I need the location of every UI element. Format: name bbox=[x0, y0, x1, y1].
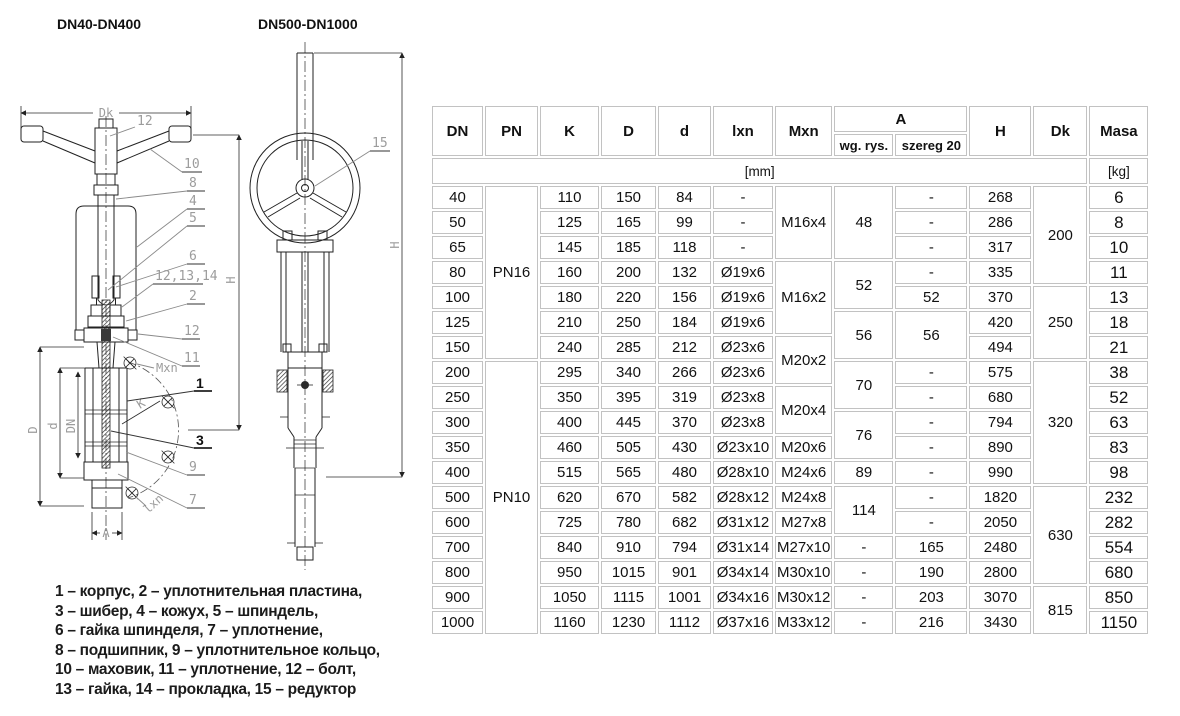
table-cell: 250 bbox=[1033, 286, 1087, 359]
col-header-k: K bbox=[540, 106, 599, 156]
table-cell: 600 bbox=[432, 511, 483, 534]
valve-technical-drawing bbox=[0, 0, 430, 575]
table-cell: 132 bbox=[658, 261, 711, 284]
legend-line: 3 – шибер, 4 – кожух, 5 – шпиндель, bbox=[55, 602, 318, 620]
table-cell: 800 bbox=[432, 561, 483, 584]
diameter-dimensions bbox=[26, 347, 85, 506]
table-cell: 340 bbox=[601, 361, 656, 384]
table-cell: 680 bbox=[1089, 561, 1148, 584]
table-cell: 156 bbox=[658, 286, 711, 309]
table-cell: 295 bbox=[540, 361, 599, 384]
table-cell: 480 bbox=[658, 461, 711, 484]
table-cell: 180 bbox=[540, 286, 599, 309]
table-cell: M30x10 bbox=[775, 561, 832, 584]
callout-15: 15 bbox=[372, 136, 388, 151]
table-cell: 990 bbox=[969, 461, 1031, 484]
table-cell: 200 bbox=[601, 261, 656, 284]
table-cell: 266 bbox=[658, 361, 711, 384]
table-cell: M27x8 bbox=[775, 511, 832, 534]
table-cell: 56 bbox=[895, 311, 967, 359]
drawing-title-dn500-dn1000: DN500-DN1000 bbox=[258, 16, 358, 32]
table-cell: 1230 bbox=[601, 611, 656, 634]
table-cell: 125 bbox=[540, 211, 599, 234]
table-cell: Ø19x6 bbox=[713, 311, 773, 334]
table-cell: 620 bbox=[540, 486, 599, 509]
table-row bbox=[432, 486, 1148, 509]
table-cell: 350 bbox=[432, 436, 483, 459]
col-header-d-minor: d bbox=[658, 106, 711, 156]
table-cell: 80 bbox=[432, 261, 483, 284]
callout-5: 5 bbox=[189, 211, 197, 226]
units-mm: [mm] bbox=[432, 158, 1087, 184]
callout-8: 8 bbox=[189, 176, 197, 191]
table-cell: 165 bbox=[601, 211, 656, 234]
table-cell: 8 bbox=[1089, 211, 1148, 234]
table-cell: M20x4 bbox=[775, 386, 832, 434]
table-cell: 1820 bbox=[969, 486, 1031, 509]
table-cell: M33x12 bbox=[775, 611, 832, 634]
table-cell: 1150 bbox=[1089, 611, 1148, 634]
table-cell: 840 bbox=[540, 536, 599, 559]
table-cell: Ø28x12 bbox=[713, 486, 773, 509]
table-cell: 500 bbox=[432, 486, 483, 509]
table-cell: - bbox=[834, 611, 893, 634]
table-cell: - bbox=[895, 211, 967, 234]
table-cell: 150 bbox=[432, 336, 483, 359]
col-header-mxn: Mxn bbox=[775, 106, 832, 156]
table-cell: Ø19x6 bbox=[713, 286, 773, 309]
table-cell: 200 bbox=[432, 361, 483, 384]
callout-12-bolt: 12 bbox=[184, 324, 200, 339]
table-cell: 300 bbox=[432, 411, 483, 434]
table-cell: 6 bbox=[1089, 186, 1148, 209]
table-cell: 56 bbox=[834, 311, 893, 359]
table-cell: 554 bbox=[1089, 536, 1148, 559]
table-cell: - bbox=[713, 211, 773, 234]
table-cell: 21 bbox=[1089, 336, 1148, 359]
col-header-lxn: lxn bbox=[713, 106, 773, 156]
table-cell: 815 bbox=[1033, 586, 1087, 634]
a-dimension bbox=[92, 512, 122, 540]
table-cell: 110 bbox=[540, 186, 599, 209]
table-cell: 3430 bbox=[969, 611, 1031, 634]
table-cell: 52 bbox=[834, 261, 893, 309]
dn-dim-label: DN bbox=[64, 418, 78, 434]
table-cell: 670 bbox=[601, 486, 656, 509]
table-cell: 76 bbox=[834, 411, 893, 459]
table-cell: 2480 bbox=[969, 536, 1031, 559]
table-cell: 150 bbox=[601, 186, 656, 209]
units-kg: [kg] bbox=[1089, 158, 1148, 184]
table-cell: - bbox=[834, 561, 893, 584]
table-cell: 1000 bbox=[432, 611, 483, 634]
table-cell: - bbox=[895, 386, 967, 409]
table-cell: Ø23x8 bbox=[713, 411, 773, 434]
table-cell: - bbox=[895, 186, 967, 209]
table-row bbox=[432, 586, 1148, 609]
table-cell: 1112 bbox=[658, 611, 711, 634]
drawing-title-dn40-dn400: DN40-DN400 bbox=[57, 16, 142, 32]
table-cell: 210 bbox=[540, 311, 599, 334]
table-cell: 50 bbox=[432, 211, 483, 234]
table-cell: Ø19x6 bbox=[713, 261, 773, 284]
table-cell: Ø34x14 bbox=[713, 561, 773, 584]
table-cell: 286 bbox=[969, 211, 1031, 234]
table-cell: 494 bbox=[969, 336, 1031, 359]
legend-line: 1 – корпус, 2 – уплотнительная пластина, bbox=[55, 583, 362, 600]
table-cell: - bbox=[834, 536, 893, 559]
bolt-symbol bbox=[124, 357, 137, 370]
table-cell: 400 bbox=[540, 411, 599, 434]
table-cell: - bbox=[895, 486, 967, 509]
col-header-dk: Dk bbox=[1033, 106, 1087, 156]
table-cell: 780 bbox=[601, 511, 656, 534]
table-cell: 268 bbox=[969, 186, 1031, 209]
table-cell: 89 bbox=[834, 461, 893, 484]
table-cell: 582 bbox=[658, 486, 711, 509]
table-cell: M16x4 bbox=[775, 186, 832, 259]
table-cell: 2050 bbox=[969, 511, 1031, 534]
table-cell: Ø31x14 bbox=[713, 536, 773, 559]
table-cell: 445 bbox=[601, 411, 656, 434]
table-cell: 212 bbox=[658, 336, 711, 359]
table-cell: 100 bbox=[432, 286, 483, 309]
spec-table-body bbox=[432, 186, 1148, 634]
col-subheader-wg-rys: wg. rys. bbox=[834, 134, 893, 156]
table-cell: 240 bbox=[540, 336, 599, 359]
table-cell: 98 bbox=[1089, 461, 1148, 484]
valve-front-view-drawing bbox=[250, 42, 402, 570]
table-cell: 901 bbox=[658, 561, 711, 584]
table-cell: Ø28x10 bbox=[713, 461, 773, 484]
handwheel-side-view bbox=[21, 119, 191, 174]
table-cell: 203 bbox=[895, 586, 967, 609]
table-cell: - bbox=[895, 436, 967, 459]
legend-line: 8 – подшипник, 9 – уплотнительное кольцо, bbox=[55, 641, 380, 659]
table-cell: 52 bbox=[895, 286, 967, 309]
col-header-a: A bbox=[834, 106, 967, 132]
col-header-d-major: D bbox=[601, 106, 656, 156]
table-cell: 370 bbox=[658, 411, 711, 434]
table-cell: 700 bbox=[432, 536, 483, 559]
callout-1: 1 bbox=[196, 375, 204, 391]
d-minor-dim-label: d bbox=[46, 422, 60, 430]
table-cell: 565 bbox=[601, 461, 656, 484]
table-cell: 430 bbox=[658, 436, 711, 459]
table-cell: PN10 bbox=[485, 361, 538, 634]
table-cell: 114 bbox=[834, 486, 893, 534]
dimension-table bbox=[430, 104, 1150, 636]
table-cell: 370 bbox=[969, 286, 1031, 309]
table-cell: 70 bbox=[834, 361, 893, 409]
table-cell: 52 bbox=[1089, 386, 1148, 409]
bolt-circle bbox=[122, 357, 179, 517]
table-cell: Ø37x16 bbox=[713, 611, 773, 634]
table-cell: M20x2 bbox=[775, 336, 832, 384]
table-cell: - bbox=[895, 261, 967, 284]
table-cell: Ø23x6 bbox=[713, 361, 773, 384]
table-cell: 725 bbox=[540, 511, 599, 534]
table-cell: 220 bbox=[601, 286, 656, 309]
table-cell: 145 bbox=[540, 236, 599, 259]
table-cell: 48 bbox=[834, 186, 893, 259]
table-cell: 910 bbox=[601, 536, 656, 559]
table-cell: 10 bbox=[1089, 236, 1148, 259]
dk-dim-label: Dk bbox=[98, 106, 114, 120]
table-cell: 84 bbox=[658, 186, 711, 209]
table-cell: 18 bbox=[1089, 311, 1148, 334]
table-cell: Ø34x16 bbox=[713, 586, 773, 609]
table-row bbox=[432, 186, 1148, 209]
gate-knife bbox=[102, 300, 110, 468]
callout-11: 11 bbox=[184, 351, 200, 366]
table-cell: 2800 bbox=[969, 561, 1031, 584]
col-subheader-szereg-20: szereg 20 bbox=[895, 134, 967, 156]
table-cell: 680 bbox=[969, 386, 1031, 409]
callout-3: 3 bbox=[196, 432, 204, 448]
table-cell: 11 bbox=[1089, 261, 1148, 284]
table-cell: - bbox=[895, 411, 967, 434]
table-cell: 83 bbox=[1089, 436, 1148, 459]
callout-4: 4 bbox=[189, 194, 197, 209]
table-cell: 38 bbox=[1089, 361, 1148, 384]
table-cell: 118 bbox=[658, 236, 711, 259]
callout-12-13-14: 12,13,14 bbox=[155, 269, 218, 284]
table-cell: 63 bbox=[1089, 411, 1148, 434]
col-header-dn: DN bbox=[432, 106, 483, 156]
table-cell: - bbox=[895, 361, 967, 384]
table-cell: 3070 bbox=[969, 586, 1031, 609]
d-major-dim-label: D bbox=[26, 426, 40, 434]
col-header-h: H bbox=[969, 106, 1031, 156]
table-cell: 1001 bbox=[658, 586, 711, 609]
table-cell: M20x6 bbox=[775, 436, 832, 459]
legend-line: 6 – гайка шпинделя, 7 – уплотнение, bbox=[55, 622, 323, 639]
table-cell: Ø23x10 bbox=[713, 436, 773, 459]
valve-side-view-drawing bbox=[21, 106, 239, 540]
table-cell: 190 bbox=[895, 561, 967, 584]
table-cell: 950 bbox=[540, 561, 599, 584]
table-cell: 250 bbox=[601, 311, 656, 334]
table-cell: M16x2 bbox=[775, 261, 832, 334]
table-cell: 1015 bbox=[601, 561, 656, 584]
table-cell: 40 bbox=[432, 186, 483, 209]
table-cell: 184 bbox=[658, 311, 711, 334]
table-cell: 575 bbox=[969, 361, 1031, 384]
legend-line: 13 – гайка, 14 – прокладка, 15 – редуктор bbox=[55, 680, 357, 698]
table-cell: Ø23x6 bbox=[713, 336, 773, 359]
table-cell: 400 bbox=[432, 461, 483, 484]
table-cell: - bbox=[895, 511, 967, 534]
table-cell: 13 bbox=[1089, 286, 1148, 309]
col-header-masa: Masa bbox=[1089, 106, 1148, 156]
table-cell: 285 bbox=[601, 336, 656, 359]
table-cell: 125 bbox=[432, 311, 483, 334]
table-cell: 850 bbox=[1089, 586, 1148, 609]
table-cell: 515 bbox=[540, 461, 599, 484]
table-cell: Ø23x8 bbox=[713, 386, 773, 409]
parts-legend bbox=[55, 582, 380, 699]
table-cell: 282 bbox=[1089, 511, 1148, 534]
k-dim-label: K bbox=[134, 395, 148, 412]
callout-6: 6 bbox=[189, 249, 197, 264]
table-cell: 682 bbox=[658, 511, 711, 534]
table-cell: 165 bbox=[895, 536, 967, 559]
table-cell: 794 bbox=[969, 411, 1031, 434]
table-cell: - bbox=[895, 461, 967, 484]
table-cell: PN16 bbox=[485, 186, 538, 359]
table-cell: 794 bbox=[658, 536, 711, 559]
table-cell: - bbox=[713, 236, 773, 259]
table-cell: 200 bbox=[1033, 186, 1087, 284]
bolt-symbol bbox=[162, 396, 175, 409]
table-cell: Ø31x12 bbox=[713, 511, 773, 534]
table-cell: 420 bbox=[969, 311, 1031, 334]
table-cell: M27x10 bbox=[775, 536, 832, 559]
table-cell: M30x12 bbox=[775, 586, 832, 609]
table-cell: 505 bbox=[601, 436, 656, 459]
table-cell: 250 bbox=[432, 386, 483, 409]
table-cell: 900 bbox=[432, 586, 483, 609]
table-cell: - bbox=[834, 586, 893, 609]
table-cell: 65 bbox=[432, 236, 483, 259]
table-cell: 350 bbox=[540, 386, 599, 409]
callout-10: 10 bbox=[184, 157, 200, 172]
table-cell: 1160 bbox=[540, 611, 599, 634]
table-cell: 185 bbox=[601, 236, 656, 259]
table-cell: 335 bbox=[969, 261, 1031, 284]
table-cell: 216 bbox=[895, 611, 967, 634]
table-cell: 317 bbox=[969, 236, 1031, 259]
table-cell: - bbox=[895, 236, 967, 259]
table-cell: 320 bbox=[1033, 361, 1087, 484]
table-cell: 319 bbox=[658, 386, 711, 409]
bolt-symbol bbox=[162, 451, 175, 464]
table-cell: M24x8 bbox=[775, 486, 832, 509]
table-cell: 160 bbox=[540, 261, 599, 284]
table-cell: 395 bbox=[601, 386, 656, 409]
table-cell: 1050 bbox=[540, 586, 599, 609]
callout-7: 7 bbox=[189, 493, 197, 508]
lxn-dim-label: lxn bbox=[140, 491, 167, 517]
handwheel-front-view bbox=[250, 133, 360, 243]
legend-line: 10 – маховик, 11 – уплотнение, 12 – болт, bbox=[55, 661, 356, 678]
callout-2: 2 bbox=[189, 289, 197, 304]
callout-12-top: 12 bbox=[137, 114, 153, 129]
h-dim-label-right: H bbox=[388, 241, 402, 249]
col-header-pn: PN bbox=[485, 106, 538, 156]
table-cell: M24x6 bbox=[775, 461, 832, 484]
h-dim-label-left: H bbox=[224, 276, 238, 284]
a-dim-label: A bbox=[102, 526, 110, 540]
table-cell: 630 bbox=[1033, 486, 1087, 584]
table-cell: 99 bbox=[658, 211, 711, 234]
h-dimension-right bbox=[314, 53, 402, 477]
table-cell: 1115 bbox=[601, 586, 656, 609]
table-cell: 232 bbox=[1089, 486, 1148, 509]
table-cell: 460 bbox=[540, 436, 599, 459]
callout-9: 9 bbox=[189, 460, 197, 475]
table-cell: - bbox=[713, 186, 773, 209]
table-cell: 890 bbox=[969, 436, 1031, 459]
mxn-dim-label: Mxn bbox=[156, 361, 178, 375]
